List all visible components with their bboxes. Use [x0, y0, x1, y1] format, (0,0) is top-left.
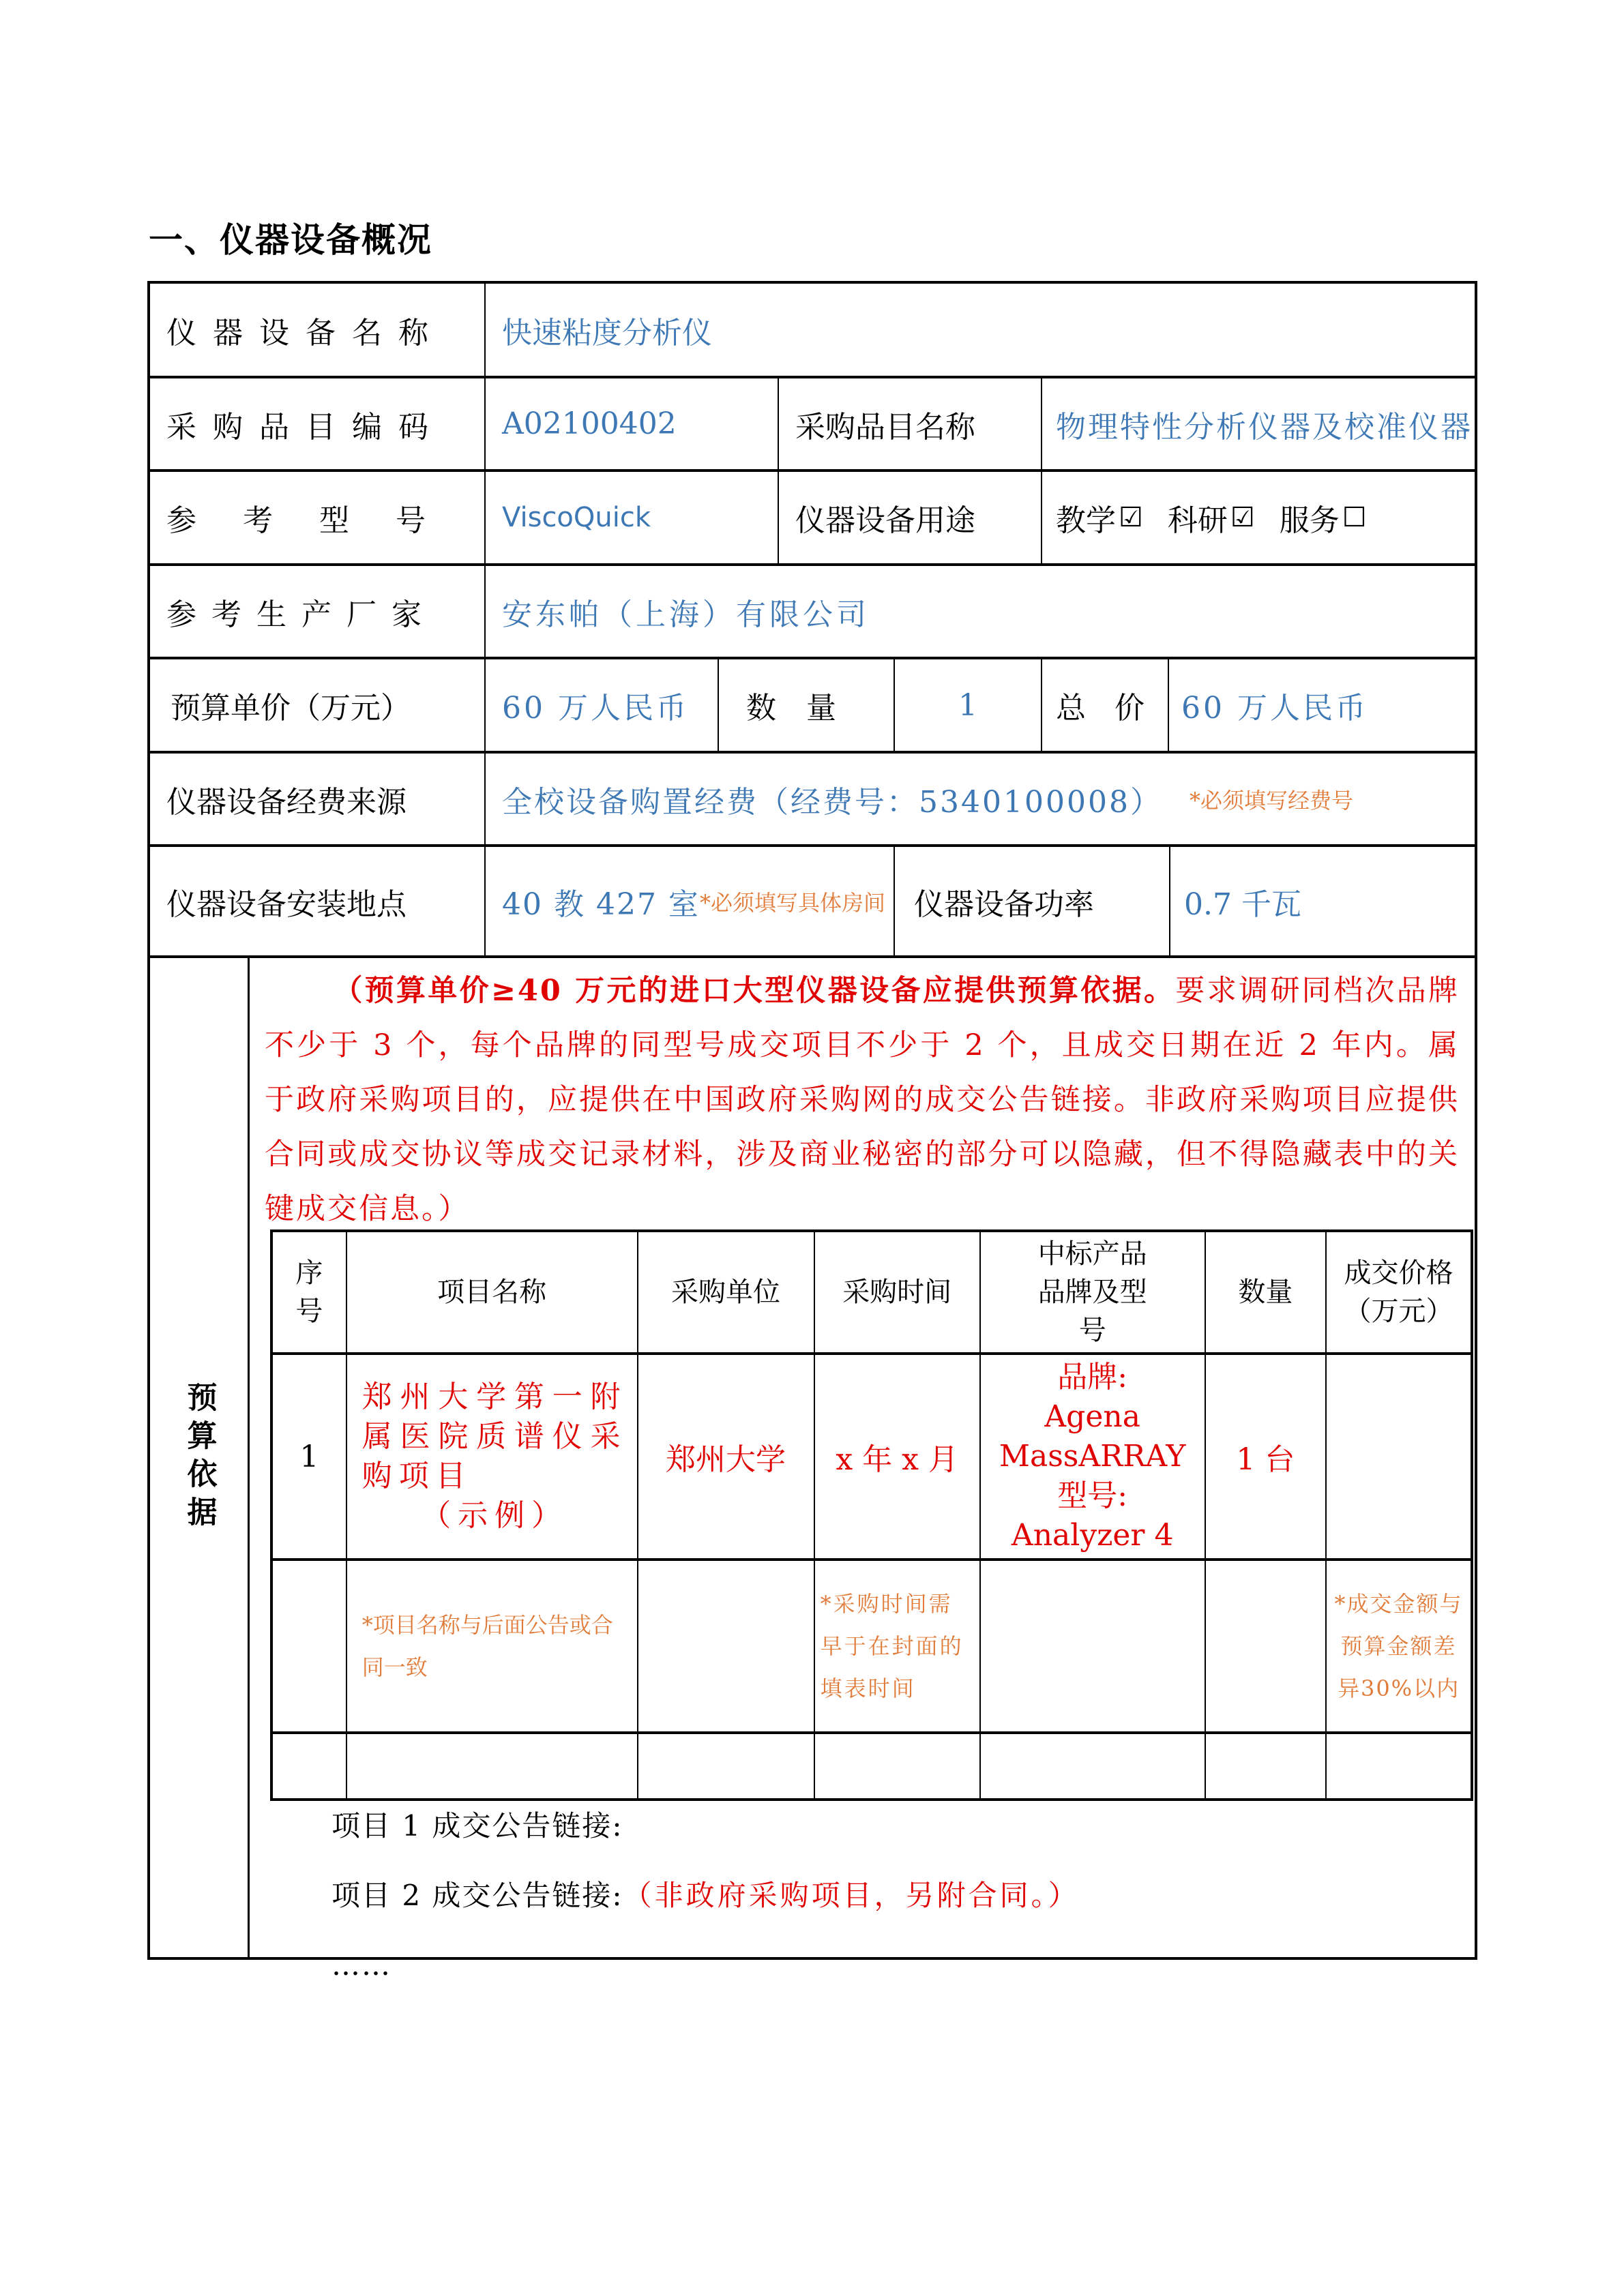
empty-cell[interactable] [346, 1733, 638, 1800]
header-project-name: 项目名称 [346, 1231, 638, 1354]
location-hint: *必须填写具体房间 [699, 889, 885, 916]
row-manufacturer [150, 566, 1475, 659]
link-1-label: 项目 1 成交公告链接: [331, 1809, 623, 1843]
value-cell[interactable] [484, 472, 778, 563]
budget-notice-bold: （预算单价≥40 万元的进口大型仪器设备应提供预算依据。 [333, 974, 1176, 1008]
catalog-name-value[interactable]: 物理特性分析仪器及校准仪器 [1056, 409, 1473, 445]
project-example-text: （示例） [421, 1498, 569, 1533]
row-project-name[interactable] [346, 1354, 638, 1560]
label-catalog-name: 采购品目名称 [795, 409, 975, 445]
row-price [150, 659, 1475, 754]
equipment-overview-table [147, 281, 1477, 1982]
label-equipment-name: 仪器设备名称 [166, 315, 445, 351]
table-tip-row [271, 1560, 1472, 1733]
label-cell [150, 659, 484, 751]
empty-cell[interactable] [1205, 1733, 1326, 1800]
row-buyer[interactable]: 郑州大学 [638, 1354, 814, 1560]
reference-deals-table [270, 1229, 1473, 1801]
label-cell [1041, 659, 1168, 751]
tip-product [980, 1560, 1205, 1733]
tip-time: *采购时间需早于在封面的填表时间 [814, 1560, 980, 1733]
row-price[interactable] [1326, 1354, 1472, 1560]
header-product [980, 1231, 1205, 1354]
label-total-price: 总 价 [1056, 691, 1154, 726]
table-row-empty [271, 1733, 1472, 1800]
unit-price-value[interactable]: 60 万人民币 [502, 691, 689, 726]
empty-cell[interactable] [271, 1733, 346, 1800]
budget-notice-rest: 要求调研同档次品牌不少于 3 个，每个品牌的同型号成交项目不少于 2 个，且成交日期在近 2 年内。属于政府采购项目的，应提供在中国政府采购网的成交公告链接。非政府采购项目应提供合同或成交协议等成交记录材料，涉及商业秘密的部分可以隐藏，但不得隐藏表中的关键成交信息。） [265, 974, 1460, 1226]
funding-hint: *必须填写经费号 [1189, 787, 1353, 814]
link-2-label: 项目 2 成交公告链接: [331, 1879, 623, 1912]
label-funding: 仪器设备经费来源 [166, 784, 407, 820]
label-cell [150, 754, 484, 844]
usage-teaching-checkbox[interactable]: ☑ [1119, 502, 1143, 533]
empty-cell[interactable] [980, 1733, 1205, 1800]
label-quantity: 数 量 [746, 691, 836, 726]
value-cell[interactable] [1169, 847, 1475, 955]
label-cell [150, 566, 484, 657]
row-quantity[interactable]: 1 台 [1205, 1354, 1326, 1560]
row-seq: 1 [271, 1354, 346, 1560]
label-unit-price: 预算单价（万元） [171, 691, 411, 726]
empty-cell[interactable] [638, 1733, 814, 1800]
catalog-code-value[interactable]: A02100402 [502, 406, 677, 441]
value-cell[interactable] [894, 659, 1041, 751]
header-seq [271, 1231, 346, 1354]
row-funding [150, 754, 1475, 847]
value-cell[interactable] [1168, 659, 1475, 751]
header-buyer: 采购单位 [638, 1231, 814, 1354]
row-product[interactable] [980, 1354, 1205, 1560]
power-value[interactable]: 0.7 千瓦 [1184, 886, 1301, 922]
quantity-value[interactable]: 1 [958, 687, 977, 723]
link-2-note: （非政府采购项目，另附合同。） [623, 1879, 1080, 1912]
value-cell[interactable] [484, 659, 718, 751]
value-cell[interactable] [484, 566, 1475, 657]
value-cell[interactable] [484, 847, 894, 955]
budget-basis-label-cell [150, 958, 250, 1957]
model-value[interactable]: ViscoQuick [502, 502, 651, 533]
row-model-usage [150, 472, 1475, 566]
row-catalog [150, 378, 1475, 472]
label-location: 仪器设备安装地点 [166, 886, 407, 922]
tip-buyer [638, 1560, 814, 1733]
label-power: 仪器设备功率 [914, 886, 1094, 922]
label-cell [150, 472, 484, 563]
header-product-text: 中标产品品牌及型号 [1037, 1238, 1147, 1346]
location-value[interactable]: 40 教 427 室 [502, 886, 700, 922]
section-title: 一、仪器设备概况 [149, 220, 432, 260]
link-item-2 [331, 1861, 1080, 1930]
brand-label: 品牌: [1057, 1360, 1128, 1395]
label-cell [150, 378, 484, 469]
label-usage: 仪器设备用途 [795, 503, 975, 538]
tip-price: *成交金额与预算金额差异30%以内 [1326, 1560, 1472, 1733]
label-cell [778, 472, 1041, 563]
header-seq-line-1: 序 [295, 1257, 323, 1289]
row-equipment-name [150, 284, 1475, 378]
budget-notice [265, 964, 1460, 1236]
tip-project-name: *项目名称与后面公告或合同一致 [346, 1560, 638, 1733]
budget-basis-body [250, 958, 1475, 1982]
header-price [1326, 1231, 1472, 1354]
table-row [271, 1354, 1472, 1560]
row-time[interactable]: x 年 x 月 [814, 1354, 980, 1560]
label-cell [778, 378, 1041, 469]
usage-research-label: 科研 [1167, 503, 1228, 538]
label-cell [150, 284, 484, 376]
value-cell[interactable] [484, 754, 1475, 844]
brand-value: Agena MassARRAY [999, 1399, 1186, 1474]
label-model: 参考型号 [166, 503, 472, 538]
project-name-text: 郑州大学第一附属医院质谱仪采购项目 [361, 1380, 628, 1493]
total-price-value[interactable]: 60 万人民币 [1181, 691, 1368, 726]
budget-basis-section [150, 958, 1475, 1982]
usage-options [1041, 472, 1475, 563]
budget-basis-label: 预算依据 [181, 1381, 217, 1534]
label-catalog-code: 采购品目编码 [166, 409, 445, 445]
value-cell[interactable] [484, 284, 1475, 376]
manufacturer-value[interactable]: 安东帕（上海）有限公司 [502, 597, 870, 632]
label-manufacturer: 参考生产厂家 [166, 597, 437, 632]
header-seq-line-2: 号 [295, 1296, 323, 1327]
header-time: 采购时间 [814, 1231, 980, 1354]
empty-cell[interactable] [1326, 1733, 1472, 1800]
header-quantity: 数量 [1205, 1231, 1326, 1354]
usage-teaching-label: 教学 [1056, 503, 1116, 538]
table-header-row [271, 1231, 1472, 1354]
value-cell[interactable] [484, 378, 778, 469]
tip-seq [271, 1560, 346, 1733]
row-location-power [150, 847, 1475, 958]
links-ellipsis: …… [331, 1948, 392, 1982]
empty-cell[interactable] [814, 1733, 980, 1800]
value-cell[interactable] [1041, 378, 1475, 469]
announcement-links [331, 1791, 1080, 2000]
label-cell [150, 847, 484, 955]
usage-service-label: 服务 [1279, 503, 1340, 538]
link-item-1 [331, 1791, 1080, 1861]
model-value-cell: Analyzer 4 [1011, 1518, 1174, 1553]
label-cell [894, 847, 1169, 955]
usage-research-checkbox[interactable]: ☑ [1230, 502, 1255, 533]
usage-service-checkbox[interactable]: ☐ [1342, 502, 1367, 533]
model-label: 型号: [1057, 1478, 1128, 1513]
equipment-name-value[interactable]: 快速粘度分析仪 [502, 315, 712, 351]
funding-value[interactable]: 全校设备购置经费（经费号：5340100008） [502, 784, 1162, 820]
label-cell [718, 659, 894, 751]
header-price-text: 成交价格（万元） [1344, 1257, 1453, 1327]
tip-quantity [1205, 1560, 1326, 1733]
